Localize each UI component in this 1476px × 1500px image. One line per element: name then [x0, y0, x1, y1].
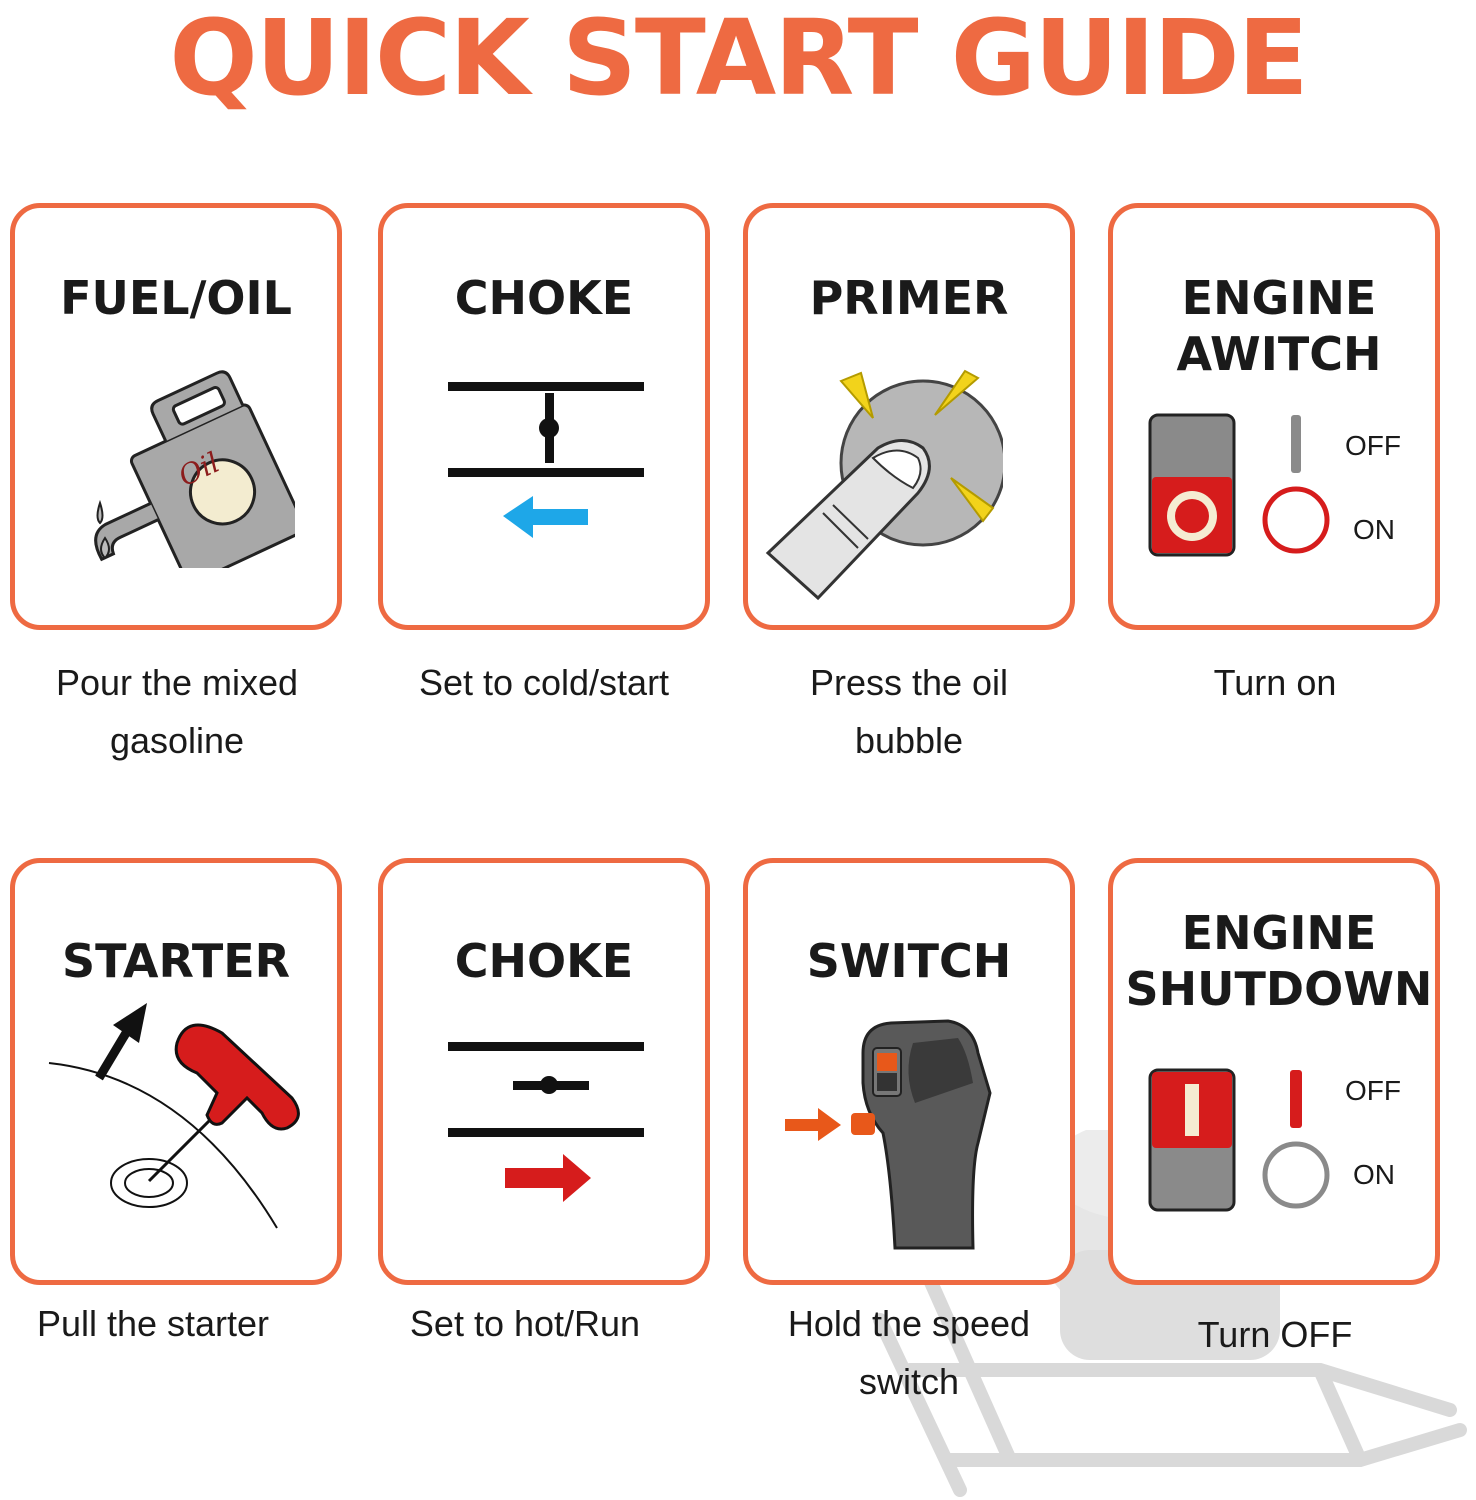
starter-pull-icon	[47, 1003, 307, 1233]
step-card-starter	[10, 858, 342, 1285]
step-caption: Set to cold/start	[418, 662, 670, 703]
engine-switch-on-icon	[1148, 413, 1333, 558]
off-label: OFF	[1345, 430, 1401, 461]
step-caption: Hold the speed switch	[787, 1303, 1031, 1402]
step-title: CHOKE	[454, 934, 634, 988]
engine-switch-off-icon	[1148, 1068, 1333, 1213]
step-title: ENGINE AWITCH	[1176, 271, 1382, 381]
primer-bulb-icon	[763, 363, 1003, 603]
step-card-choke-hot	[378, 858, 710, 1285]
step-title: ENGINE SHUTDOWN	[1125, 906, 1433, 1016]
step-title: PRIMER	[809, 271, 1009, 325]
step-card-engine-shutdown	[1108, 858, 1440, 1285]
step-title: FUEL/OIL	[60, 271, 292, 325]
on-label: ON	[1353, 1159, 1395, 1190]
step-title: SWITCH	[806, 934, 1012, 988]
choke-hot-icon	[443, 1038, 653, 1208]
oil-can-icon	[75, 368, 295, 568]
step-card-choke-cold	[378, 203, 710, 630]
step-card-fuel-oil	[10, 203, 342, 630]
step-caption: Press the oil bubble	[809, 662, 1009, 761]
step-card-switch	[743, 858, 1075, 1285]
step-caption: Pour the mixed gasoline	[55, 662, 299, 761]
step-caption: Turn on	[1213, 662, 1337, 703]
page-title: QUICK START GUIDE	[169, 0, 1307, 119]
step-card-engine-switch-on	[1108, 203, 1440, 630]
off-label: OFF	[1345, 1075, 1401, 1106]
step-card-primer	[743, 203, 1075, 630]
step-title: STARTER	[61, 934, 291, 988]
step-title: CHOKE	[454, 271, 634, 325]
oil-label: Oil	[173, 445, 225, 493]
throttle-switch-icon	[783, 1013, 1003, 1253]
step-caption: Set to hot/Run	[409, 1303, 641, 1344]
choke-cold-icon	[443, 378, 653, 548]
on-label: ON	[1353, 514, 1395, 545]
step-caption: Pull the starter	[36, 1303, 270, 1344]
step-caption: Turn OFF	[1197, 1314, 1353, 1355]
